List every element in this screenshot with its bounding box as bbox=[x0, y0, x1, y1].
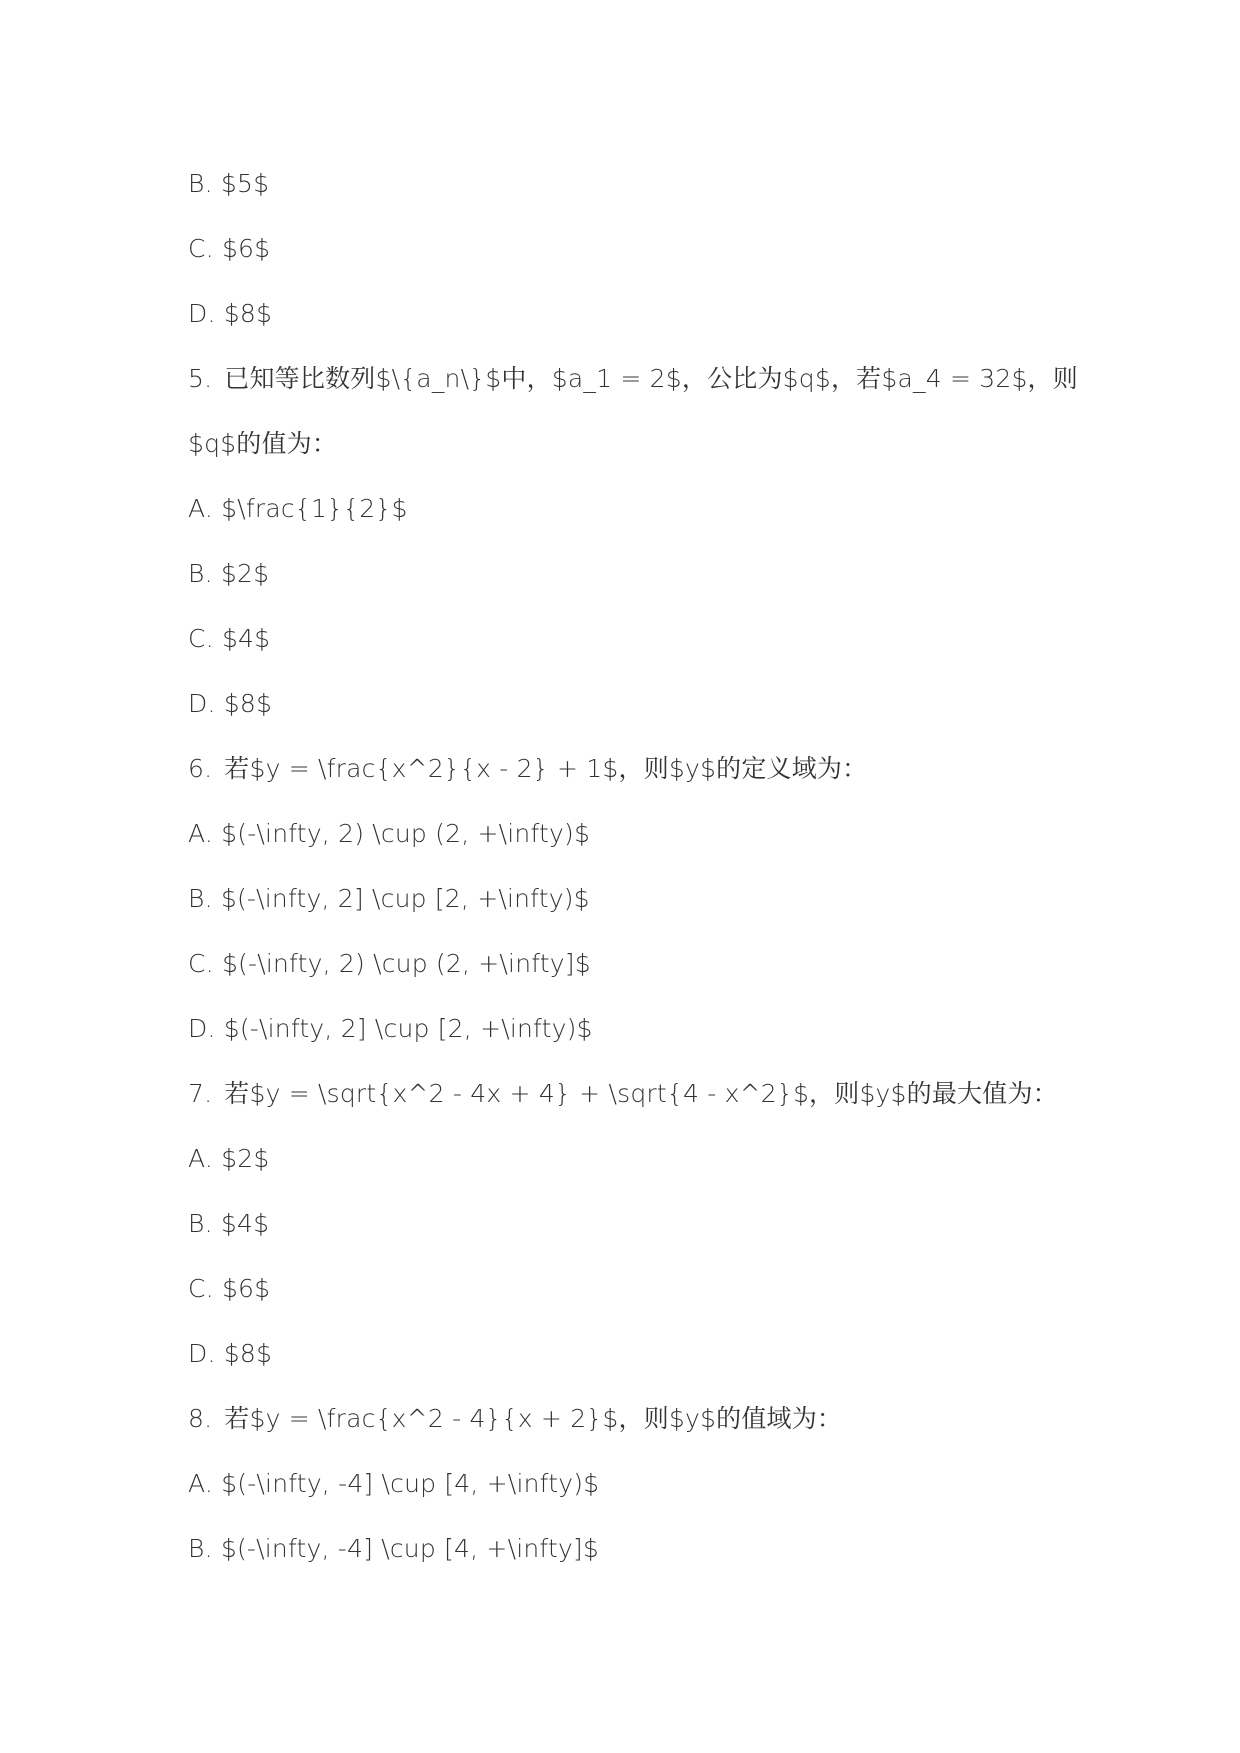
question-number: 7. bbox=[188, 1079, 213, 1108]
question-text: 若$y = \sqrt{x^2 - 4x + 4} + \sqrt{4 - x^2}$，则$y$的最大值为： bbox=[224, 1079, 1058, 1108]
question-8 bbox=[188, 1403, 842, 1435]
option-8a: A. $(-\infty, -4] \cup [4, +\infty)$ bbox=[188, 1469, 600, 1498]
option-7b: B. $4$ bbox=[188, 1209, 270, 1238]
question-text: 若$y = \frac{x^2}{x - 2} + 1$，则$y$的定义域为： bbox=[224, 754, 868, 783]
option-8b: B. $(-\infty, -4] \cup [4, +\infty]$ bbox=[188, 1534, 599, 1563]
option-5c: C. $4$ bbox=[188, 624, 271, 653]
option-5d: D. $8$ bbox=[188, 689, 273, 718]
option-6a: A. $(-\infty, 2) \cup (2, +\infty)$ bbox=[188, 819, 591, 848]
option-6c: C. $(-\infty, 2) \cup (2, +\infty]$ bbox=[188, 949, 591, 978]
option-6b: B. $(-\infty, 2] \cup [2, +\infty)$ bbox=[188, 884, 590, 913]
option-4d: D. $8$ bbox=[188, 299, 273, 328]
option-4c: C. $6$ bbox=[188, 234, 271, 263]
option-7d: D. $8$ bbox=[188, 1339, 273, 1368]
option-7c: C. $6$ bbox=[188, 1274, 271, 1303]
question-number: 8. bbox=[188, 1404, 213, 1433]
option-5b: B. $2$ bbox=[188, 559, 270, 588]
option-7a: A. $2$ bbox=[188, 1144, 270, 1173]
option-4b: B. $5$ bbox=[188, 169, 270, 198]
question-text: 已知等比数列$\{a_n\}$中，$a_1 = 2$，公比为$q$，若$a_4 = 32$，则 bbox=[224, 364, 1078, 393]
question-6 bbox=[188, 753, 867, 785]
option-6d: D. $(-\infty, 2] \cup [2, +\infty)$ bbox=[188, 1014, 593, 1043]
question-number: 5. bbox=[188, 364, 213, 393]
question-7 bbox=[188, 1078, 1058, 1110]
question-5-continuation: $q$的值为： bbox=[188, 429, 338, 458]
question-number: 6. bbox=[188, 754, 213, 783]
option-5a: A. $\frac{1}{2}$ bbox=[188, 494, 408, 523]
question-5 bbox=[188, 363, 1078, 395]
question-text: 若$y = \frac{x^2 - 4}{x + 2}$，则$y$的值域为： bbox=[224, 1404, 843, 1433]
